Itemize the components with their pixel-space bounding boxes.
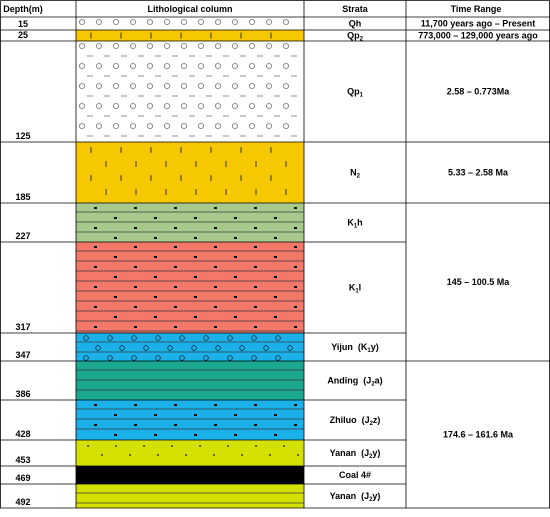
silt-mark (134, 207, 137, 209)
silt-mark (154, 414, 157, 416)
silt-mark (94, 286, 97, 288)
silt-mark (114, 276, 117, 278)
depth-label: 428 (15, 429, 31, 439)
header-strata: Strata (342, 4, 368, 14)
silt-mark (294, 246, 297, 248)
silt-mark (94, 207, 97, 209)
silt-mark (94, 266, 97, 268)
silt-mark (174, 266, 177, 268)
sand-mark (129, 454, 131, 456)
layer-fill (76, 242, 304, 333)
lithology-layer (76, 203, 304, 242)
depth-label: 347 (15, 350, 31, 360)
silt-mark (234, 434, 237, 436)
time-range-label: 2.58 – 0.773Ma (446, 86, 510, 97)
silt-mark (214, 306, 217, 308)
silt-mark (154, 296, 157, 298)
silt-mark (294, 207, 297, 209)
silt-mark (274, 237, 277, 239)
silt-mark (134, 227, 137, 229)
silt-mark (294, 266, 297, 268)
strata-label: Zhiluo $(J_2z)$ (329, 415, 381, 427)
silt-mark (254, 207, 257, 209)
strata-label: Yanan $(J_2y)$ (329, 491, 381, 503)
silt-mark (274, 414, 277, 416)
silt-mark (114, 237, 117, 239)
strata-label: Qh (348, 18, 362, 29)
silt-mark (114, 414, 117, 416)
silt-mark (174, 286, 177, 288)
depth-label: 492 (15, 497, 31, 507)
time-range-label: 174.6 – 161.6 Ma (442, 429, 514, 440)
silt-mark (234, 316, 237, 318)
depth-label: 125 (15, 131, 31, 141)
silt-mark (114, 217, 117, 219)
silt-mark (214, 286, 217, 288)
silt-mark (134, 266, 137, 268)
strata-label: Yijun $(K_1y)$ (331, 342, 379, 354)
sand-mark (101, 454, 103, 456)
silt-mark (234, 256, 237, 258)
lithology-layer (76, 142, 304, 203)
silt-mark (214, 326, 217, 328)
silt-mark (214, 404, 217, 406)
sand-mark (87, 445, 89, 447)
silt-mark (134, 404, 137, 406)
lithology-layers (76, 17, 304, 508)
strata-label: $K_1l$ (348, 282, 362, 295)
silt-mark (154, 217, 157, 219)
silt-mark (254, 246, 257, 248)
time-range-labels (418, 19, 538, 440)
silt-mark (234, 237, 237, 239)
sand-mark (199, 445, 201, 447)
depth-label: 227 (15, 231, 31, 241)
silt-mark (174, 326, 177, 328)
silt-mark (214, 424, 217, 426)
silt-mark (154, 256, 157, 258)
sand-mark (297, 454, 299, 456)
silt-mark (114, 434, 117, 436)
strata-label: $N_2$ (350, 167, 360, 180)
silt-mark (154, 434, 157, 436)
depth-label: 15 (17, 19, 29, 29)
lithology-layer (76, 466, 304, 484)
lithology-layer (76, 333, 304, 361)
silt-mark (174, 227, 177, 229)
header-lithological-column: Lithological column (147, 4, 233, 14)
silt-mark (274, 256, 277, 258)
silt-mark (114, 296, 117, 298)
layer-fill (76, 484, 304, 508)
depth-label: 317 (15, 322, 31, 332)
strata-label: Coal 4# (338, 470, 372, 480)
silt-mark (94, 404, 97, 406)
strata-label: $K_1h$ (347, 217, 363, 230)
sand-mark (171, 445, 173, 447)
lithology-layer (76, 242, 304, 333)
silt-mark (114, 256, 117, 258)
lithology-layer (76, 30, 304, 41)
sand-mark (157, 454, 159, 456)
depth-labels (15, 19, 30, 507)
lithology-layer (76, 361, 304, 400)
lithology-layer (76, 440, 304, 466)
sand-mark (143, 445, 145, 447)
silt-mark (254, 266, 257, 268)
silt-mark (254, 326, 257, 328)
silt-mark (94, 227, 97, 229)
silt-mark (194, 316, 197, 318)
silt-mark (214, 246, 217, 248)
silt-mark (194, 256, 197, 258)
layer-fill (76, 142, 304, 203)
time-range-label: 11,700 years ago – Present (420, 18, 536, 29)
depth-label: 453 (15, 455, 31, 465)
sand-mark (213, 454, 215, 456)
silt-mark (134, 246, 137, 248)
silt-mark (234, 217, 237, 219)
silt-mark (114, 316, 117, 318)
layer-fill (76, 400, 304, 440)
silt-mark (294, 404, 297, 406)
silt-mark (134, 326, 137, 328)
lithology-layer (76, 400, 304, 440)
silt-mark (274, 296, 277, 298)
silt-mark (274, 434, 277, 436)
silt-mark (274, 276, 277, 278)
silt-mark (274, 217, 277, 219)
silt-mark (134, 424, 137, 426)
silt-mark (254, 306, 257, 308)
layer-fill (76, 30, 304, 41)
sand-mark (269, 454, 271, 456)
silt-mark (274, 316, 277, 318)
strata-labels (327, 19, 382, 504)
silt-mark (194, 276, 197, 278)
silt-mark (234, 296, 237, 298)
silt-mark (294, 227, 297, 229)
layer-fill (76, 203, 304, 242)
sand-mark (185, 454, 187, 456)
silt-mark (174, 404, 177, 406)
silt-mark (194, 296, 197, 298)
silt-mark (194, 414, 197, 416)
silt-mark (294, 306, 297, 308)
time-range-label: 145 – 100.5 Ma (446, 277, 510, 287)
lithology-layer (76, 484, 304, 508)
silt-mark (254, 227, 257, 229)
silt-mark (174, 424, 177, 426)
lithology-layer (76, 41, 304, 142)
sand-mark (283, 445, 285, 447)
silt-mark (214, 227, 217, 229)
silt-mark (134, 306, 137, 308)
silt-mark (94, 326, 97, 328)
silt-mark (194, 237, 197, 239)
silt-mark (254, 424, 257, 426)
silt-mark (194, 434, 197, 436)
silt-mark (174, 246, 177, 248)
time-range-label: 5.33 – 2.58 Ma (447, 167, 509, 178)
silt-mark (94, 246, 97, 248)
sand-mark (241, 454, 243, 456)
layer-fill (76, 361, 304, 400)
silt-mark (234, 276, 237, 278)
silt-mark (154, 276, 157, 278)
strata-label: $Qp_1$ (347, 86, 363, 99)
silt-mark (94, 306, 97, 308)
silt-mark (194, 217, 197, 219)
silt-mark (294, 424, 297, 426)
sand-mark (227, 445, 229, 447)
silt-mark (294, 286, 297, 288)
layer-fill (76, 17, 304, 30)
sand-mark (115, 445, 117, 447)
header-time-range: Time Range (450, 4, 502, 14)
silt-mark (254, 404, 257, 406)
silt-mark (254, 286, 257, 288)
sand-mark (255, 445, 257, 447)
time-range-label: 773,000 – 129,000 years ago (418, 30, 538, 41)
silt-mark (234, 414, 237, 416)
silt-mark (174, 306, 177, 308)
layer-fill (76, 440, 304, 466)
layer-fill (76, 333, 304, 361)
silt-mark (214, 266, 217, 268)
silt-mark (134, 286, 137, 288)
depth-label: 185 (15, 192, 31, 202)
silt-mark (154, 316, 157, 318)
strata-label: Yanan $(J_2y)$ (329, 448, 381, 460)
depth-label: 386 (15, 389, 31, 399)
depth-label: 25 (17, 30, 29, 40)
silt-mark (154, 237, 157, 239)
silt-mark (94, 424, 97, 426)
strata-label: $Qp_2$ (347, 30, 363, 43)
strata-label: Anding $(J_2a)$ (327, 375, 383, 388)
lithology-layer (76, 17, 304, 30)
header-depth: Depth(m) (3, 4, 43, 14)
layer-fill (76, 466, 304, 484)
silt-mark (294, 326, 297, 328)
silt-mark (214, 207, 217, 209)
depth-label: 469 (15, 473, 31, 483)
silt-mark (174, 207, 177, 209)
